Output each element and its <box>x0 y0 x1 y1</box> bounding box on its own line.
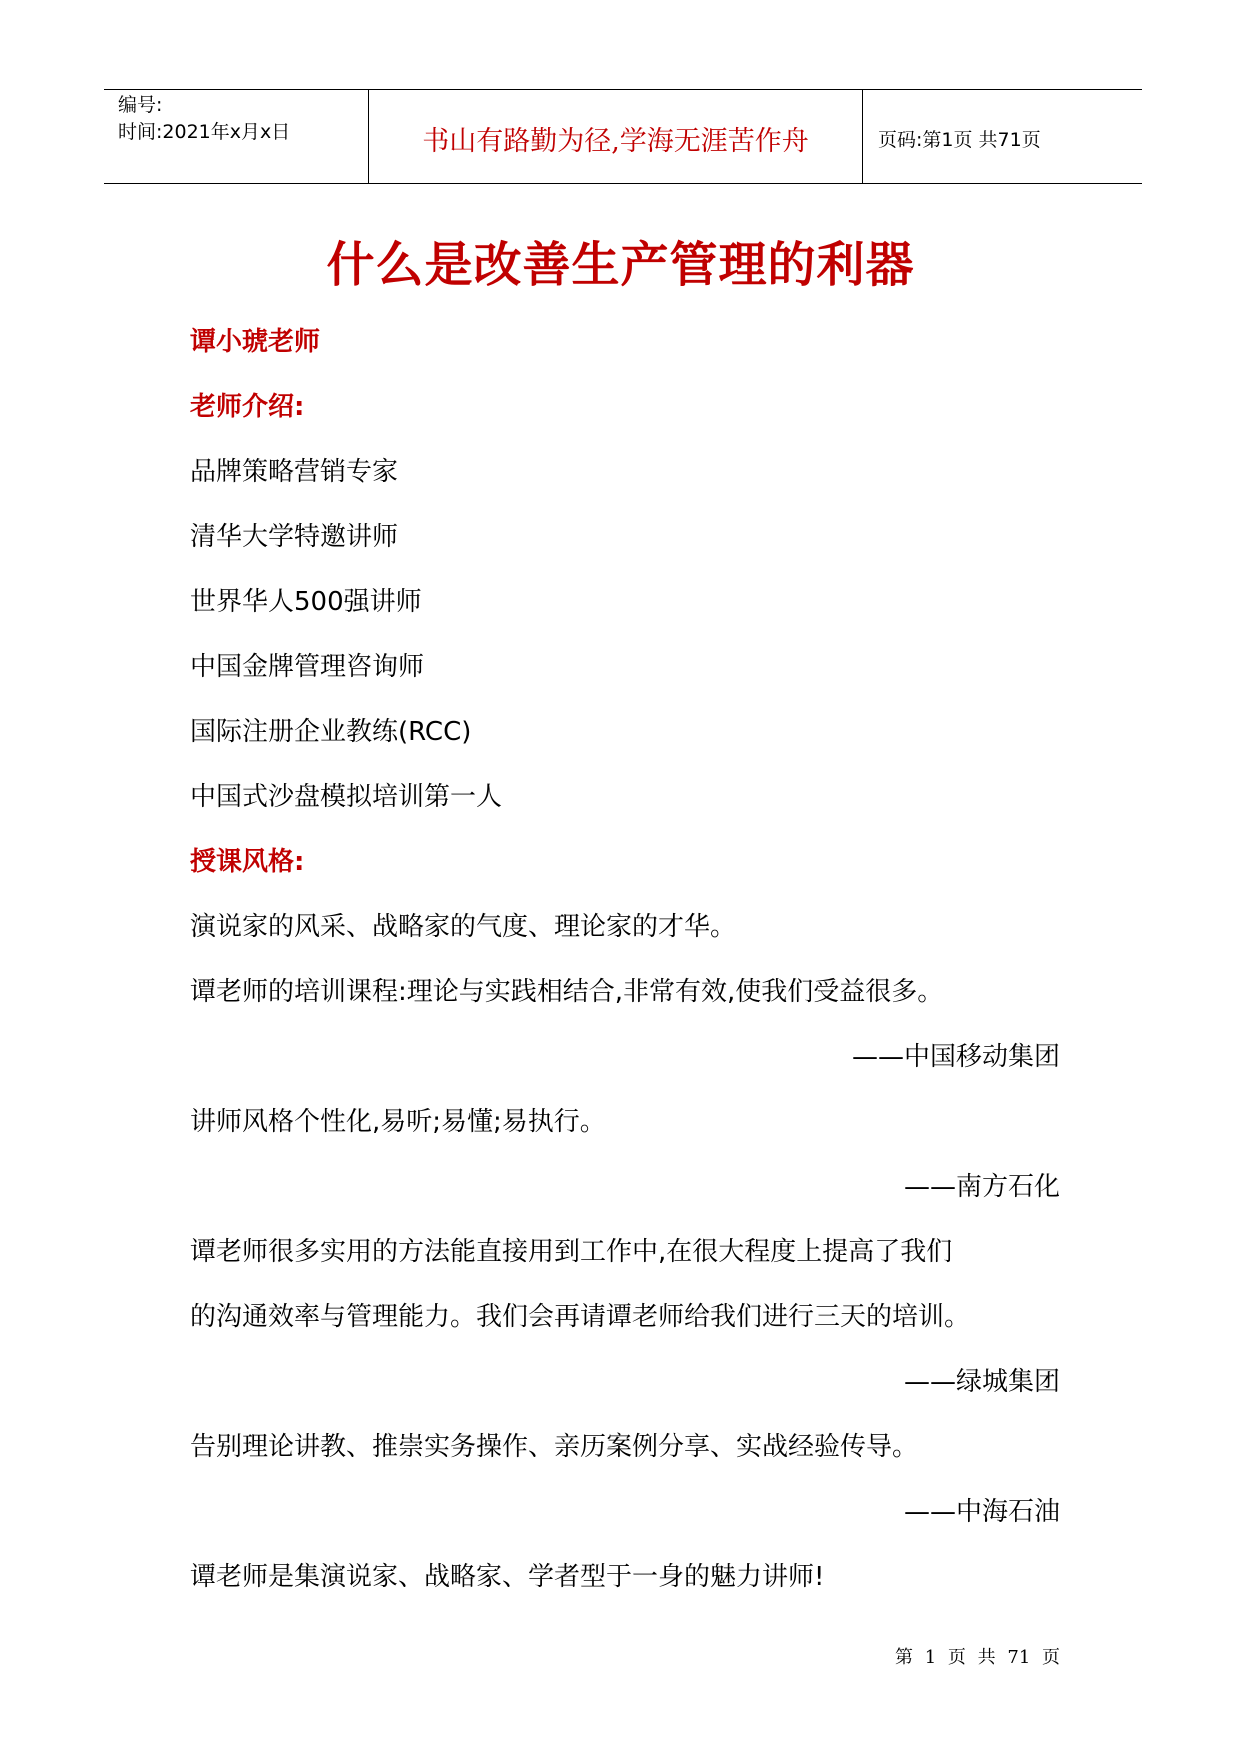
intro-item: 世界华人500强讲师 <box>190 587 422 617</box>
quote-attribution: ——绿城集团 <box>903 1367 1060 1397</box>
header-page-cell <box>864 90 1142 183</box>
intro-item: 国际注册企业教练(RCC) <box>190 717 472 747</box>
style-line: 的沟通效率与管理能力。我们会再请谭老师给我们进行三天的培训。 <box>190 1302 971 1332</box>
intro-item: 清华大学特邀讲师 <box>190 522 399 552</box>
style-line: 谭老师是集演说家、战略家、学者型于一身的魅力讲师! <box>190 1562 825 1592</box>
header-motto: 书山有路勤为径,学海无涯苦作舟 <box>422 126 809 157</box>
document-header-table <box>104 89 1142 184</box>
quote-attribution: ——中国移动集团 <box>851 1042 1060 1072</box>
header-meta-cell <box>104 90 369 183</box>
intro-item: 中国金牌管理咨询师 <box>190 652 425 682</box>
document-title: 什么是改善生产管理的利器 <box>326 237 915 293</box>
header-motto-cell <box>369 90 863 183</box>
style-heading: 授课风格: <box>190 847 305 877</box>
style-line: 谭老师很多实用的方法能直接用到工作中,在很大程度上提高了我们 <box>190 1237 953 1267</box>
intro-heading: 老师介绍: <box>190 392 305 422</box>
style-line: 谭老师的培训课程:理论与实践相结合,非常有效,使我们受益很多。 <box>190 977 944 1007</box>
style-line: 告别理论讲教、推崇实务操作、亲历案例分享、实战经验传导。 <box>190 1432 919 1462</box>
intro-item: 中国式沙盘模拟培训第一人 <box>190 782 503 812</box>
quote-attribution: ——中海石油 <box>903 1497 1060 1527</box>
style-line: 演说家的风采、战略家的气度、理论家的才华。 <box>190 912 737 942</box>
page-footer: 第 1 页 共 71 页 <box>895 1647 1060 1668</box>
document-time-label: 时间:2021年x月x日 <box>118 121 291 143</box>
quote-attribution: ——南方石化 <box>903 1172 1060 1202</box>
teacher-name: 谭小琥老师 <box>190 327 321 357</box>
style-line: 讲师风格个性化,易听;易懂;易执行。 <box>190 1107 606 1137</box>
intro-item: 品牌策略营销专家 <box>190 457 399 487</box>
header-page-info: 页码:第1页 共71页 <box>878 129 1041 151</box>
document-number-label: 编号: <box>118 94 163 116</box>
